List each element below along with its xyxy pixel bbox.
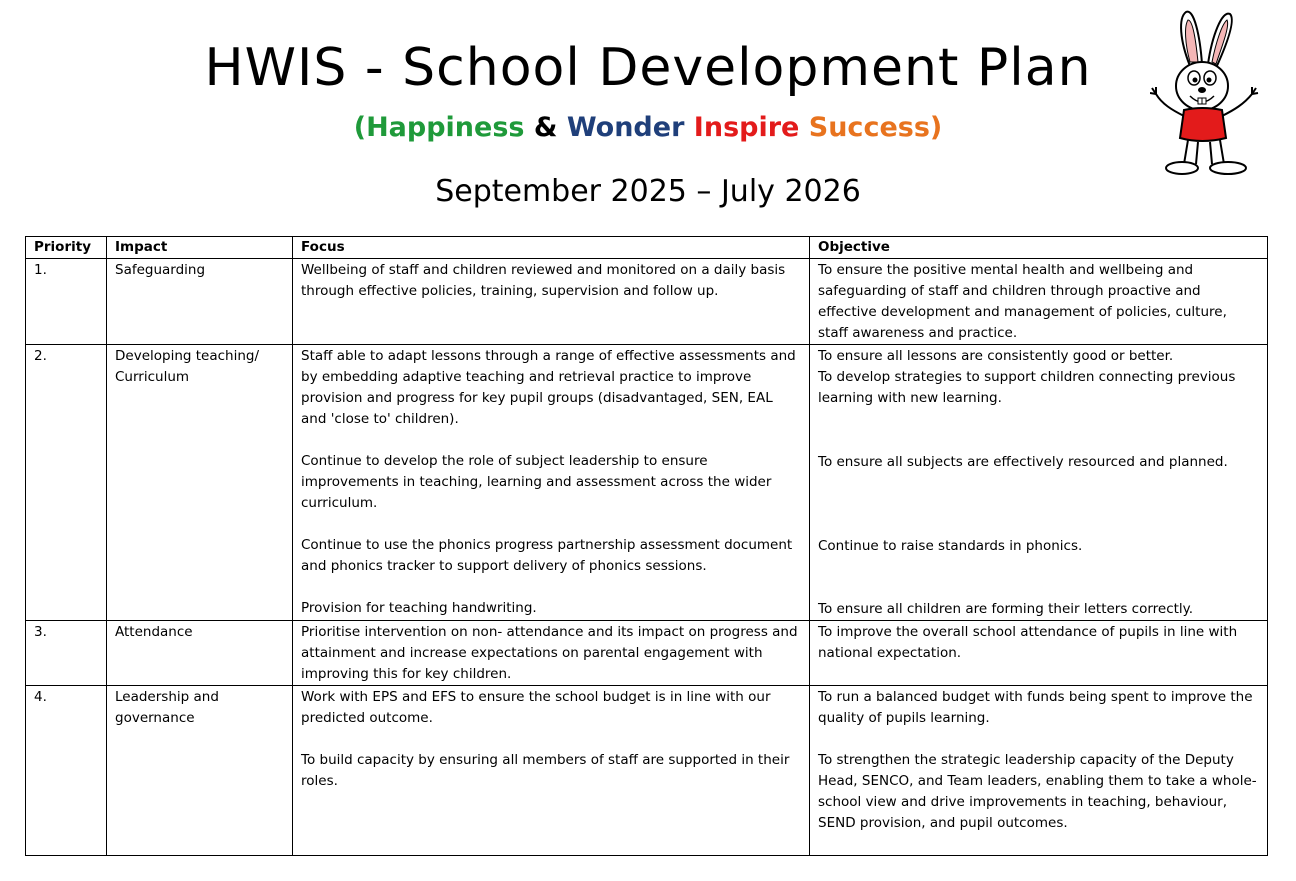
objective-text: To ensure all subjects are effectively resourced and planned. <box>818 454 1228 470</box>
focus-cell <box>293 621 810 686</box>
impact-cell: Attendance <box>107 621 293 686</box>
header-impact: Impact <box>107 237 293 259</box>
header-objective: Objective <box>810 237 1268 259</box>
plan-dates: September 2025 – July 2026 <box>435 174 861 209</box>
objective-text: To develop strategies to support children connecting previous learning with new learning. <box>818 369 1236 406</box>
focus-text: Continue to use the phonics progress partnership assessment document and phonics tracker to support delivery of phonics sessions. <box>301 537 793 574</box>
focus-cell <box>293 686 810 856</box>
objective-cell <box>810 345 1268 621</box>
focus-cell <box>293 345 810 621</box>
impact-cell: Developing teaching/ Curriculum <box>107 345 293 621</box>
objective-cell <box>810 621 1268 686</box>
motto-open-paren: ( <box>353 112 367 143</box>
rabbit-mascot-icon <box>1150 6 1260 178</box>
focus-text: Continue to develop the role of subject leadership to ensure improvements in teaching, learning and assessment across the wider curriculum. <box>301 453 772 511</box>
objective-text: To ensure the positive mental health and wellbeing and safeguarding of staff and children through proactive and effective development and management of policies, culture, staff awareness and practice. <box>818 262 1227 341</box>
focus-text: To build capacity by ensuring all members of staff are supported in their roles. <box>301 752 790 789</box>
motto-success: Success <box>808 112 930 143</box>
objective-text: To strengthen the strategic leadership capacity of the Deputy Head, SENCO, and Team leaders, enabling them to take a whole-school view and drive improvements in teaching, behaviour, SEND provision, and pupil outcomes. <box>818 752 1257 831</box>
focus-text: Prioritise intervention on non- attendance and its impact on progress and attainment and increase expectations on parental engagement with improving this for key children. <box>301 624 798 682</box>
objective-text: To improve the overall school attendance of pupils in line with national expectation. <box>818 624 1238 661</box>
priority-cell: 4. <box>26 686 107 856</box>
motto-inspire: Inspire <box>693 112 800 143</box>
table-row <box>26 345 1268 621</box>
objective-cell <box>810 686 1268 856</box>
table-row <box>26 686 1268 856</box>
focus-text: Staff able to adapt lessons through a range of effective assessments and by embedding adaptive teaching and retrieval practice to improve provision and progress for key pupil groups (disadvantaged, SEN, EAL and 'close to' children). <box>301 348 796 427</box>
development-plan-table <box>25 236 1268 856</box>
priority-cell: 2. <box>26 345 107 621</box>
table-row <box>26 621 1268 686</box>
focus-cell <box>293 259 810 345</box>
motto-ampersand: & <box>524 112 567 143</box>
page-title: HWIS - School Development Plan <box>204 38 1092 98</box>
motto-wonder: Wonder <box>566 112 685 143</box>
motto-happiness: Happiness <box>366 112 525 143</box>
motto-close-paren: ) <box>929 112 943 143</box>
header-focus: Focus <box>293 237 810 259</box>
table-row <box>26 259 1268 345</box>
objective-text: To run a balanced budget with funds being spent to improve the quality of pupils learning. <box>818 689 1253 726</box>
header-priority: Priority <box>26 237 107 259</box>
focus-text: Work with EPS and EFS to ensure the school budget is in line with our predicted outcome. <box>301 689 771 726</box>
priority-cell: 3. <box>26 621 107 686</box>
table-header-row <box>26 237 1268 259</box>
objective-cell <box>810 259 1268 345</box>
objective-text: Continue to raise standards in phonics. <box>818 538 1083 554</box>
school-motto <box>0 110 1296 146</box>
impact-cell: Leadership and governance <box>107 686 293 856</box>
focus-text: Wellbeing of staff and children reviewed and monitored on a daily basis through effective policies, training, supervision and follow up. <box>301 262 786 299</box>
objective-text: To ensure all children are forming their letters correctly. <box>818 601 1194 617</box>
impact-cell: Safeguarding <box>107 259 293 345</box>
objective-text: To ensure all lessons are consistently good or better. <box>818 348 1174 364</box>
priority-cell: 1. <box>26 259 107 345</box>
focus-text: Provision for teaching handwriting. <box>301 600 537 616</box>
